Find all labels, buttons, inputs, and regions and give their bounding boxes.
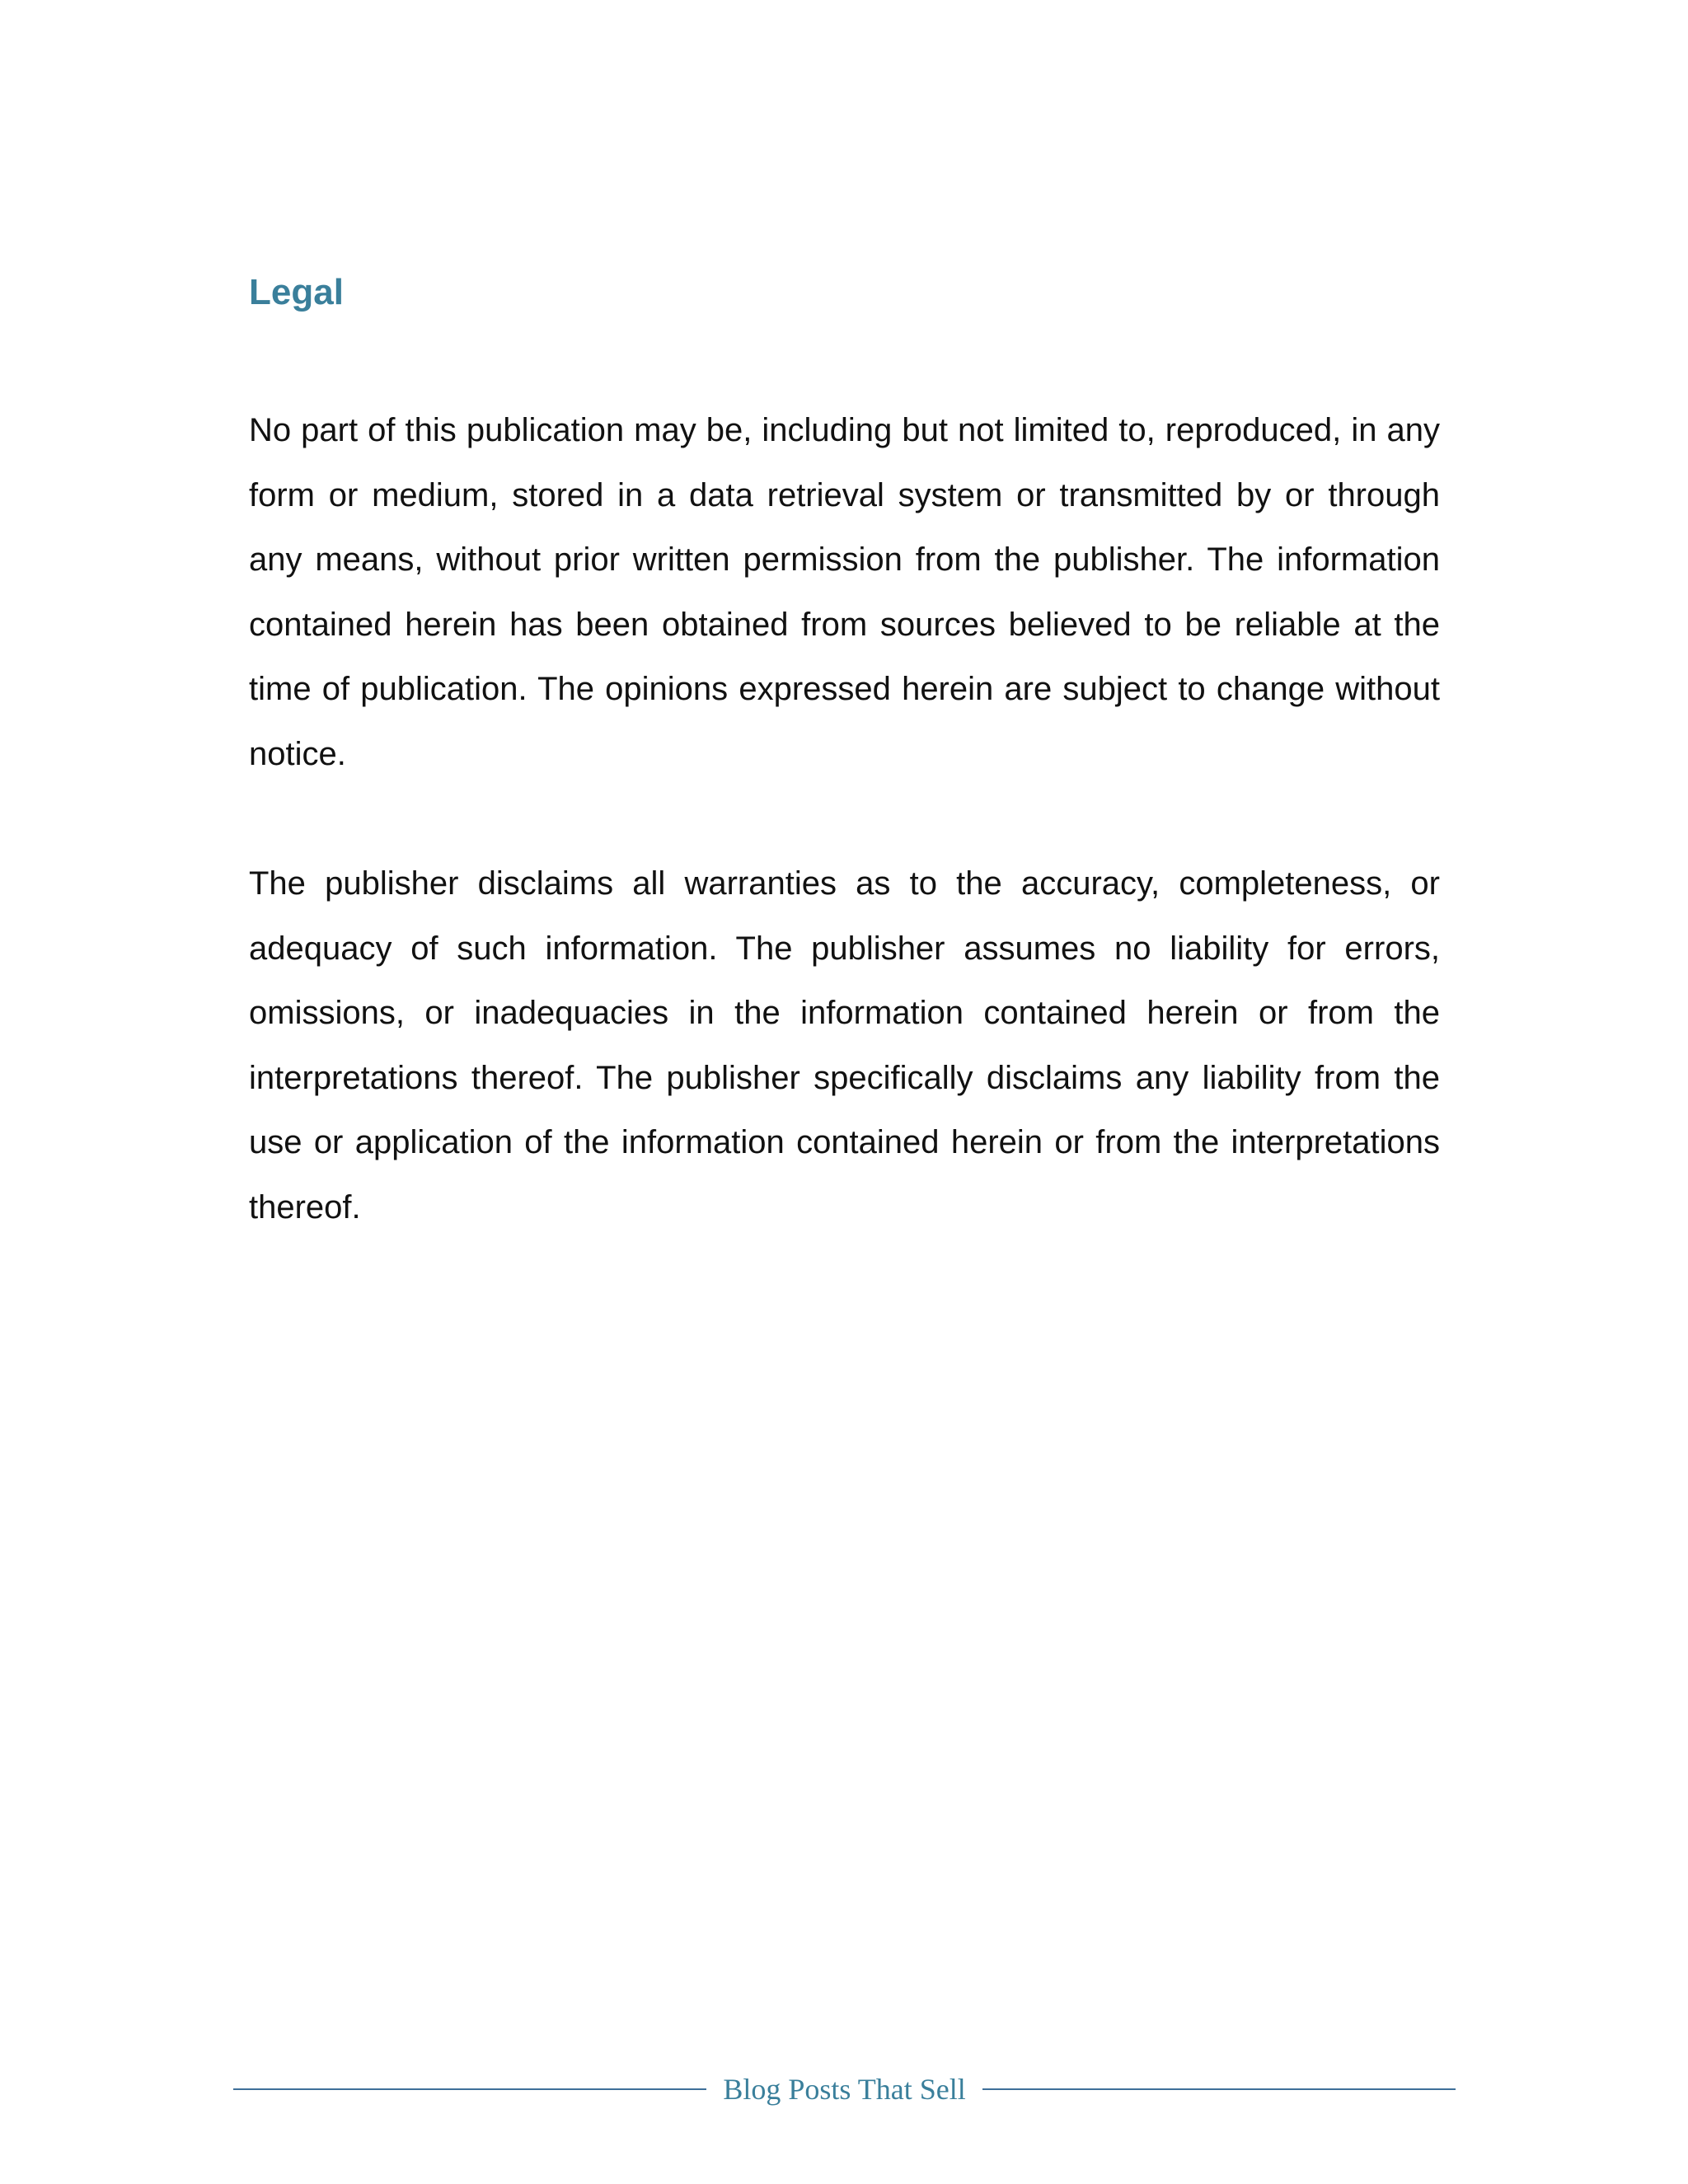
legal-paragraph-1: No part of this publication may be, including but not limited to, reproduced, in any form or medium, stored in a data retrieval system or transmitted by or through any means, without prior written permission from the publisher. The information contained herein has been obtained from sources believed to be reliable at the time of publication. The opinions expressed herein are subject to change without notice. bbox=[249, 412, 1440, 772]
legal-paragraph-2: The publisher disclaims all warranties as to the accuracy, completeness, or adequacy of such information. The publisher assumes no liability for errors, omissions, or inadequacies in the information contained herein or from the interpretations thereof. The publisher specifically disclaims any liability from the use or application of the information contained herein or from the interpretations thereof. bbox=[249, 865, 1440, 1226]
footer-rule-left bbox=[233, 2088, 706, 2090]
page-footer bbox=[233, 2064, 1456, 2114]
page-content bbox=[249, 264, 1440, 1240]
footer-title: Blog Posts That Sell bbox=[723, 2073, 966, 2106]
footer-rule-right bbox=[982, 2088, 1456, 2090]
section-heading: Legal bbox=[249, 272, 344, 312]
